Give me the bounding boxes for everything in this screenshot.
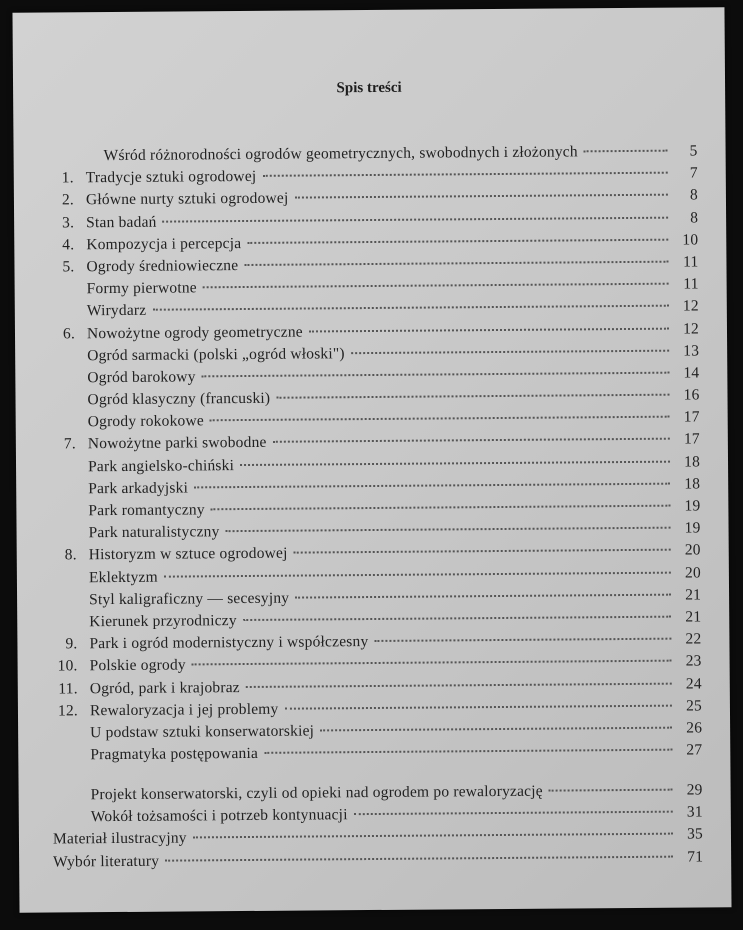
toc-entry-title: Ogrody rokokowe: [87, 412, 204, 431]
toc-entry-page: 29: [686, 781, 703, 799]
toc-entry-title: Materiał ilustracyjny: [52, 829, 187, 848]
dot-leader: [210, 416, 670, 422]
toc-entry-number: 5.: [62, 258, 75, 276]
toc-entry-page: 7: [689, 164, 698, 182]
toc-entry-number: 4.: [62, 236, 75, 254]
toc-entry-title: Rewaloryzacja i jej problemy: [89, 700, 279, 719]
dot-leader: [193, 833, 673, 839]
toc-entry-page: 24: [685, 674, 702, 693]
dot-leader: [295, 593, 671, 598]
toc-entry-page: 20: [684, 563, 701, 582]
dot-leader: [320, 727, 672, 732]
toc-entry-page: 11: [683, 253, 699, 271]
toc-entry-page: 22: [685, 630, 702, 648]
dot-leader: [203, 283, 669, 289]
toc-entry-title: Ogrody średniowieczne: [86, 256, 239, 276]
dot-leader: [294, 549, 671, 554]
toc-entry-title: U podstaw sztuki konserwatorskiej: [90, 722, 315, 742]
toc-entry-title: Nowożytne ogrody geometryczne: [86, 323, 303, 342]
toc-entry-page: 5: [689, 142, 698, 160]
toc-entry-title: Wirydarz: [86, 302, 147, 320]
toc-entry-page: 18: [684, 475, 701, 493]
toc-entry-number: 7.: [63, 435, 76, 453]
dot-leader: [264, 749, 672, 754]
dot-leader: [294, 194, 667, 199]
toc-entry-page: 20: [684, 541, 701, 559]
toc-entry-title: Polskie ogrody: [89, 656, 186, 675]
toc-entry-page: 11: [683, 275, 699, 293]
toc-entry-page: 21: [685, 586, 702, 604]
toc-entry-page: 14: [683, 364, 700, 382]
book-page: [12, 7, 731, 913]
toc-entry-page: 19: [684, 497, 701, 515]
dot-leader: [247, 238, 668, 243]
toc-entry: [47, 123, 697, 168]
toc-entry-title: Park naturalistyczny: [88, 523, 220, 542]
dot-leader: [192, 660, 672, 666]
toc-entry-page: 18: [684, 453, 701, 471]
toc-entry-title: Park arkadyjski: [88, 479, 189, 498]
toc-entry-page: 21: [685, 608, 702, 626]
dot-leader: [164, 571, 671, 577]
toc-entry-page: 71: [687, 848, 704, 866]
toc-entry-title: Historyzm w sztuce ogrodowej: [88, 545, 288, 564]
toc-entry-page: 19: [684, 519, 701, 537]
toc-entry-page: 13: [683, 342, 700, 360]
toc-entry-title: Park romantyczny: [88, 501, 205, 520]
dot-leader: [244, 261, 668, 266]
toc-entry-title: Park angielsko-chiński: [87, 456, 235, 475]
toc-entry-title: Wybór literatury: [53, 852, 160, 871]
toc-entry-number: 2.: [61, 191, 75, 209]
toc-entry-page: 26: [686, 719, 703, 737]
dot-leader: [584, 150, 668, 153]
toc-entry-title: Stan badań: [86, 213, 157, 231]
dot-leader: [354, 811, 673, 816]
toc-entry-title: Kompozycja i percepcja: [86, 234, 242, 253]
toc-entry-number: 9.: [65, 635, 78, 653]
dot-leader: [163, 216, 669, 222]
dot-leader: [194, 482, 670, 488]
toc-entry-page: 12: [682, 297, 699, 315]
dot-leader: [262, 172, 667, 177]
dot-leader: [246, 682, 672, 687]
toc-entry-page: 23: [685, 652, 702, 670]
toc-entry-page: 8: [690, 208, 699, 227]
toc-entry-page: 12: [683, 319, 700, 338]
dot-leader: [211, 505, 671, 511]
toc-entry-number: 1.: [61, 169, 74, 187]
toc-entry-title: Ogród, park i krajobraz: [89, 678, 240, 697]
dot-leader: [243, 616, 671, 621]
toc-entry-title: Projekt konserwatorski, czyli od opieki nad ogrodem po rewaloryzację: [90, 782, 543, 804]
toc-entry-number: 11.: [58, 679, 78, 697]
toc-entry-page: 31: [686, 803, 703, 821]
toc-entry-number: 10.: [57, 657, 78, 675]
toc-entry-number: 12.: [57, 702, 79, 720]
toc-entry-page: 8: [689, 186, 698, 204]
toc-entry-title: Tradycje sztuki ogrodowej: [85, 168, 257, 187]
dot-leader: [351, 349, 669, 354]
toc-entry-page: 17: [683, 408, 700, 426]
toc-entry-number: 3.: [62, 213, 75, 231]
toc-entry-page: 10: [682, 231, 699, 249]
toc-entry-title: Główne nurty sztuki ogrodowej: [85, 190, 289, 209]
toc-entry-title: Ogród barokowy: [87, 368, 196, 387]
toc-entry: [53, 847, 703, 874]
dot-leader: [240, 460, 670, 465]
toc-entry-title: Styl kaligraficzny — secesyjny: [89, 589, 290, 608]
toc-entry: [52, 762, 702, 807]
toc-entry-title: Formy pierwotne: [86, 279, 197, 298]
dot-leader: [284, 704, 671, 709]
toc-entry-title: Ogród klasyczny (francuski): [87, 389, 271, 409]
dot-leader: [549, 789, 673, 792]
dot-leader: [165, 855, 673, 861]
toc-entry-number: 6.: [62, 324, 76, 342]
dot-leader: [374, 638, 671, 642]
toc-entry-title: Eklektyzm: [88, 568, 158, 586]
toc-entry-title: Nowożytne parki swobodne: [87, 434, 267, 453]
toc-entry-number: 8.: [64, 546, 77, 564]
dot-leader: [226, 527, 671, 532]
toc-entry-page: 25: [685, 697, 703, 715]
toc-entry-title: Park i ogród modernistyczny i współczesny: [89, 633, 369, 653]
dot-leader: [202, 372, 670, 378]
toc-entry-title: Wokół tożsamości i potrzeb kontynuacji: [90, 806, 348, 826]
dot-leader: [309, 327, 669, 332]
toc-entry-title: Kierunek przyrodniczy: [89, 612, 237, 631]
dot-leader: [273, 438, 670, 443]
toc-entry-page: 27: [686, 741, 703, 759]
table-of-contents: [47, 123, 703, 874]
toc-heading: Spis treści: [336, 79, 402, 97]
dot-leader: [152, 305, 668, 311]
toc-entry-title: Ogród sarmacki (polski „ogród włoski"): [87, 344, 345, 364]
dot-leader: [276, 394, 669, 399]
toc-entry-title: Wśród różnorodności ogrodów geometrycznych, swobodnych i złożonych: [103, 143, 578, 165]
toc-entry-page: 16: [683, 386, 700, 404]
toc-entry-title: Pragmatyka postępowania: [90, 744, 259, 764]
toc-entry-page: 17: [683, 430, 700, 448]
toc-entry-page: 35: [686, 825, 704, 843]
